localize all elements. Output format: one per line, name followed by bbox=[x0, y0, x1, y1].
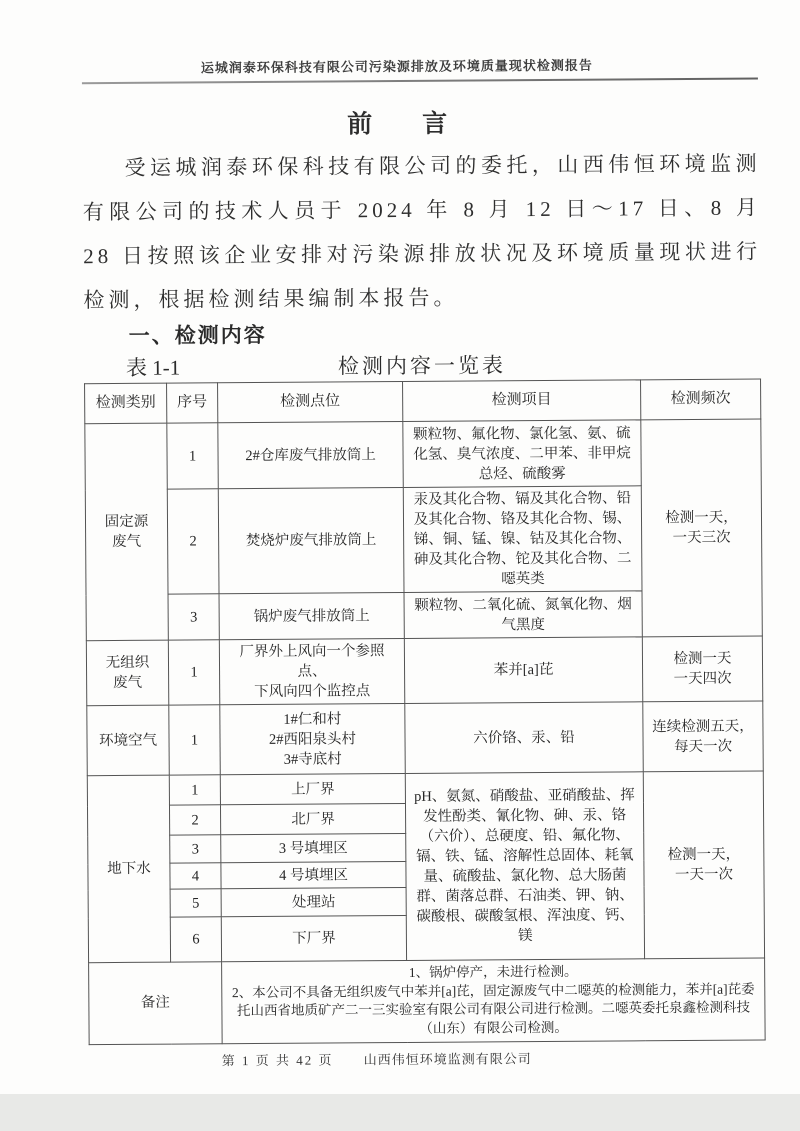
cell-items: 汞及其化合物、镉及其化合物、铅及其化合物、铬及其化合物、锡、锑、铜、锰、镍、钴及其化合物、砷及其化合物、铊及其化合物、二噁英类 bbox=[403, 486, 642, 593]
table-caption-row bbox=[84, 347, 760, 380]
table-row bbox=[87, 771, 763, 806]
remarks-text: 1、锅炉停产，未进行检测。 2、本公司不具备无组织废气中苯并[a]芘，固定源废气中二噁英的检测能力，苯并[a]芘委托山西省地质矿产二一三实验室有限公司有限公司进行检测。二噁英委托泉鑫检测科技（山东）有限公司检测。 bbox=[222, 958, 766, 1043]
remarks-label: 备注 bbox=[89, 962, 223, 1044]
cell-point: 处理站 bbox=[221, 887, 406, 916]
header-cell-seq: 序号 bbox=[167, 383, 218, 423]
cell-point: 3 号填埋区 bbox=[221, 833, 406, 862]
cell-seq: 1 bbox=[167, 423, 218, 489]
monitoring-content-table bbox=[84, 378, 766, 1044]
cell-items: 颗粒物、二氧化硫、氮氧化物、烟气黑度 bbox=[404, 591, 642, 639]
cell-point: 锅炉废气排放筒上 bbox=[219, 592, 404, 639]
preface-heading: 前 言 bbox=[347, 110, 448, 139]
header-cell-point: 检测点位 bbox=[218, 381, 403, 422]
header-cell-frequency: 检测频次 bbox=[641, 379, 761, 420]
cell-category-ambient-air: 环境空气 bbox=[87, 705, 169, 776]
cell-items: 六价铬、汞、铅 bbox=[405, 702, 643, 774]
page-footer bbox=[4, 1046, 800, 1069]
cell-seq: 5 bbox=[170, 889, 221, 917]
cell-seq: 3 bbox=[168, 594, 219, 640]
cell-items: 苯并[a]芘 bbox=[404, 637, 642, 704]
cell-items-groundwater: pH、氨氮、硝酸盐、亚硝酸盐、挥发性酚类、氰化物、砷、汞、铬（六价）、总硬度、铅、氟化物、镉、铁、锰、溶解性总固体、耗氧量、硫酸盐、氯化物、总大肠菌群、菌落总群、石油类、钾、钠、碳酸根、碳酸氢根、浑浊度、钙、镁 bbox=[405, 772, 644, 961]
cell-point: 北厂界 bbox=[220, 803, 405, 834]
cell-point: 下厂界 bbox=[221, 915, 406, 961]
header-divider-line bbox=[82, 77, 758, 84]
footer-company-name: 山西伟恒环境监测有限公司 bbox=[363, 1051, 532, 1068]
cell-point: 2#仓库废气排放筒上 bbox=[218, 421, 403, 488]
cell-seq: 1 bbox=[168, 640, 219, 705]
cell-frequency-fixed-source: 检测一天， 一天三次 bbox=[641, 419, 763, 637]
cell-seq: 4 bbox=[170, 863, 221, 889]
cell-point: 厂界外上风向一个参照点、 下风向四个监控点 bbox=[219, 638, 404, 704]
cell-point: 焚烧炉废气排放筒上 bbox=[218, 487, 404, 593]
cell-category-fugitive: 无组织 废气 bbox=[86, 640, 168, 706]
footer-page-number: 第 1 页 共 42 页 bbox=[221, 1052, 334, 1069]
cell-category-fixed-source: 固定源 废气 bbox=[85, 423, 169, 641]
cell-seq: 3 bbox=[170, 835, 221, 863]
cell-items: 颗粒物、氟化物、氯化氢、氨、硫化氢、臭气浓度、二甲苯、非甲烷总烃、硫酸雾 bbox=[403, 420, 641, 488]
cell-seq: 2 bbox=[167, 489, 219, 594]
table-caption: 检测内容一览表 bbox=[337, 353, 507, 379]
cell-frequency-fugitive: 检测一天 一天四次 bbox=[642, 636, 762, 702]
cell-point: 1#仁和村 2#西阳泉头村 3#寺底村 bbox=[220, 703, 405, 774]
header-cell-items: 检测项目 bbox=[403, 380, 641, 422]
cell-point: 上厂界 bbox=[220, 773, 405, 804]
cell-frequency-ambient-air: 连续检测五天， 每天一次 bbox=[643, 701, 763, 772]
cell-seq: 2 bbox=[169, 805, 220, 835]
table-row bbox=[86, 636, 762, 706]
page-header-title: 运城润泰环保科技有限公司污染源排放及环境质量现状检测报告 bbox=[200, 57, 593, 76]
table-row bbox=[87, 701, 763, 776]
section-heading: 一、检测内容 bbox=[128, 322, 267, 348]
table-row bbox=[85, 419, 761, 490]
scan-edge-shadow bbox=[0, 1094, 800, 1131]
cell-seq: 6 bbox=[170, 917, 221, 962]
header-cell-category: 检测类别 bbox=[85, 383, 167, 424]
cell-point: 4 号填埋区 bbox=[221, 861, 406, 888]
cell-seq: 1 bbox=[169, 775, 220, 805]
table-header-row bbox=[85, 379, 761, 424]
cell-category-groundwater: 地下水 bbox=[87, 775, 170, 963]
cell-frequency-groundwater: 检测一天， 一天一次 bbox=[643, 771, 764, 959]
cell-seq: 1 bbox=[169, 705, 220, 775]
preface-paragraph: 受运城润泰环保科技有限公司的委托，山西伟恒环境监测有限公司的技术人员于 2024 年 8 月 12 日～17 日、8 月 28 日按照该企业安排对污染源排放状况及环境质量现状进行检测，根据检测结果编制本报告。 bbox=[82, 151, 762, 313]
table-number-label: 表 1-1 bbox=[125, 355, 181, 380]
remarks-row bbox=[89, 958, 766, 1044]
